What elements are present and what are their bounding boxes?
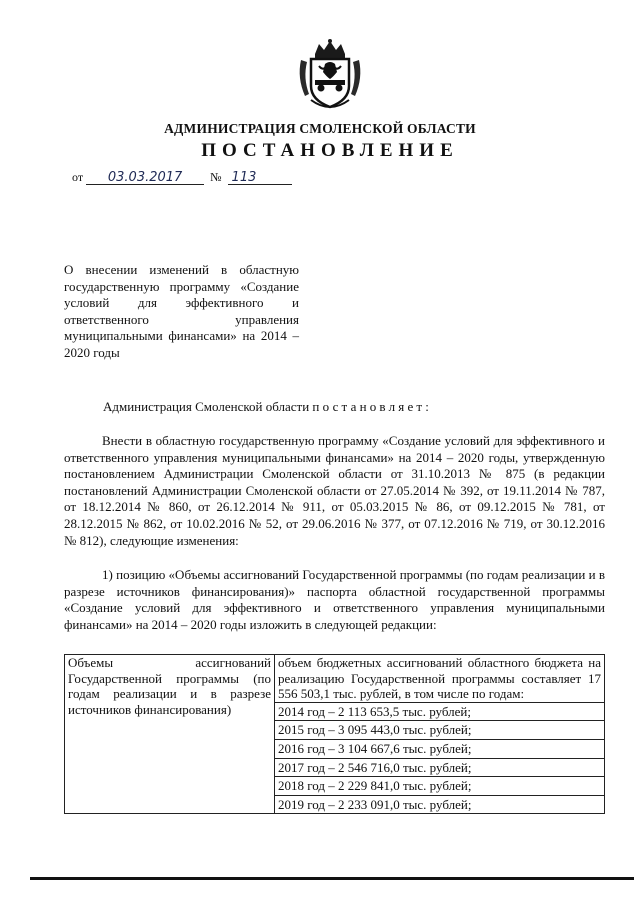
date-number-line [72, 170, 292, 185]
year-cell: 2014 год – 2 113 653,5 тыс. рублей; [275, 702, 605, 721]
organization-name: АДМИНИСТРАЦИЯ СМОЛЕНСКОЙ ОБЛАСТИ [164, 121, 476, 136]
page-bottom-rule [30, 877, 634, 880]
year-cell: 2015 год – 3 095 443,0 тыс. рублей; [275, 721, 605, 740]
number-label: № [210, 170, 222, 184]
year-cell: 2018 год – 2 229 841,0 тыс. рублей; [275, 777, 605, 796]
decree-word: постановляет: [312, 399, 433, 414]
funding-table [64, 654, 605, 814]
body-paragraph-2: 1) позицию «Объемы ассигнований Государственной программы (по годам реализации и в разрезе источников финансирования)» паспорта областной государственной программы «Создание условий для эффективного и ответственного управления муниципальными финансами» на 2014 – 2020 годы изложить в следующей редакции: [64, 567, 605, 632]
table-row [65, 655, 605, 703]
year-cell: 2019 год – 2 233 091,0 тыс. рублей; [275, 795, 605, 814]
body-paragraph-1: Внести в областную государственную программу «Создание условий для эффективного и ответственного управления муниципальными финансами» на 2014 – 2020 годы, утвержденную постановлением Администрации Смоленской области от 31.10.2013 № 875 (в редакции постановлений Администрации Смоленской области от 27.05.2014 № 392, от 19.11.2014 № 787, от 18.12.2014 № 860, от 26.12.2014 № 911, от 05.03.2015 № 86, от 09.12.2015 № 781, от 28.12.2015 № 862, от 10.02.2016 № 52, от 29.06.2016 № 377, от 07.12.2016 № 719, от 30.12.2016 № 812), следующие изменения: [64, 433, 605, 548]
funding-label-cell: Объемы ассигнований Государственной программы (по годам реализации и в разрезе источников финансирования) [65, 655, 275, 814]
handwritten-number: 113 [228, 171, 292, 185]
preamble-start: Администрация Смоленской области [103, 399, 310, 414]
date-prefix: от [72, 170, 84, 184]
handwritten-date: 03.03.2017 [86, 171, 204, 185]
year-cell: 2017 год – 2 546 716,0 тыс. рублей; [275, 758, 605, 777]
funding-intro-cell: объем бюджетных ассигнований областного бюджета на реализацию Государственной программы составляет 17 556 503,1 тыс. рублей, в том числе по годам: [275, 655, 605, 703]
document-type-title: ПОСТАНОВЛЕНИЕ [201, 140, 459, 161]
year-cell: 2016 год – 3 104 667,6 тыс. рублей; [275, 739, 605, 758]
document-subject: О внесении изменений в областную государственную программу «Создание условий для эффективного и ответственного управления муниципальными финансами» на 2014 – 2020 годы [64, 262, 299, 360]
preamble [103, 399, 432, 415]
coat-of-arms-emblem [295, 38, 365, 110]
